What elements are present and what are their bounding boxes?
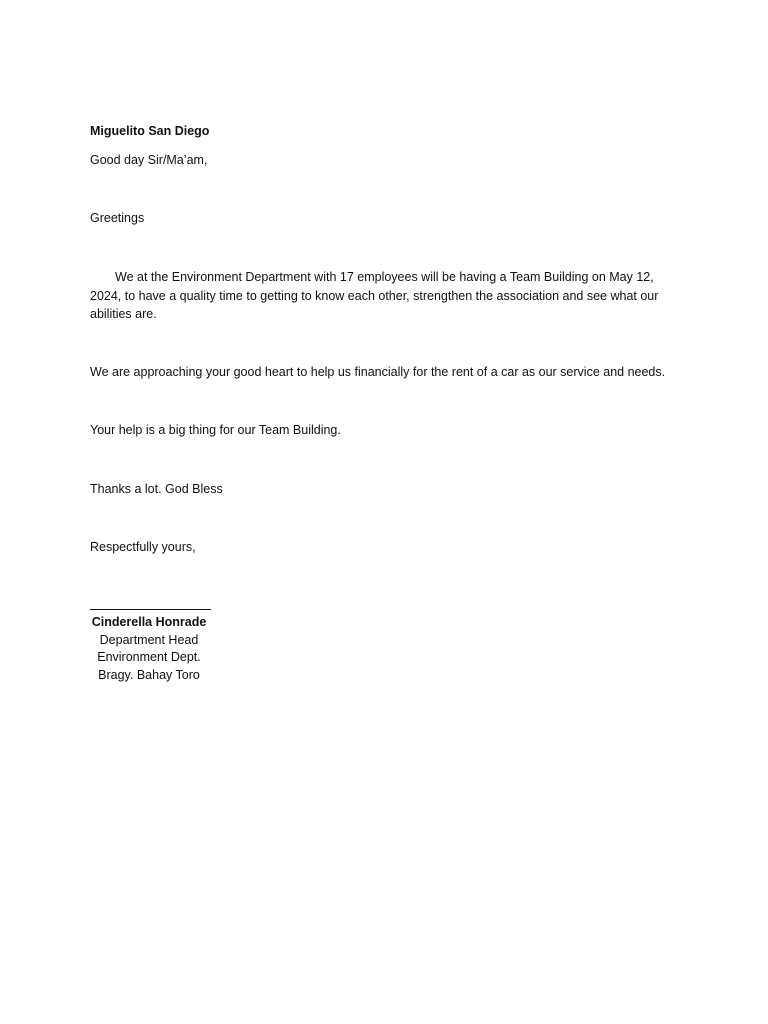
signatory-title: Department Head (99, 632, 199, 647)
signature-line (90, 609, 211, 610)
salutation: Good day Sir/Ma’am, (90, 153, 208, 167)
signatory-name: Cinderella Honrade (91, 615, 207, 629)
closing-line: Respectfully yours, (90, 540, 196, 554)
signatory-location: Bragy. Bahay Toro (98, 667, 200, 682)
thanks-line: Thanks a lot. God Bless (90, 482, 223, 496)
recipient-name: Miguelito San Diego (90, 124, 210, 138)
greeting: Greetings (90, 211, 145, 225)
signature-block (90, 614, 208, 684)
signatory-department: Environment Dept. (97, 650, 201, 664)
body-paragraph-appreciation: Your help is a big thing for our Team Building. (90, 423, 341, 437)
body-paragraph-event: We at the Environment Department with 17 employees will be having a Team Building on May 12, 2024, to have a quality time to getting to know each other, strengthen the association and see what our abilities are. (90, 270, 659, 321)
body-paragraph-request: We are approaching your good heart to help us financially for the rent of a car as our service and needs. (90, 365, 666, 379)
